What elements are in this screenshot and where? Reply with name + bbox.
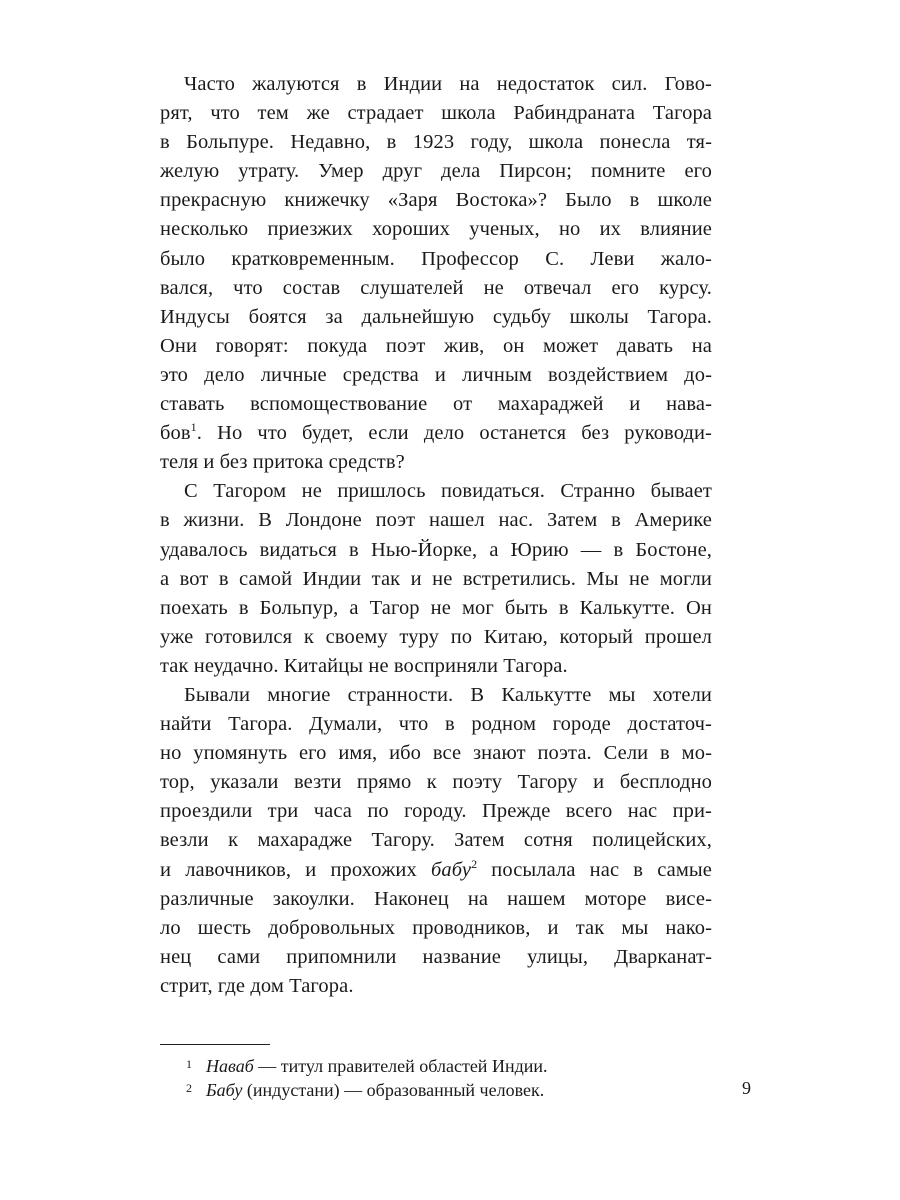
text-line: проездили три часа по городу. Прежде всего нас при-: [160, 800, 712, 823]
text-line: ставать вспомоществование от махараджей и нава-: [160, 393, 712, 416]
footnote-number: 2: [186, 1081, 192, 1095]
text-line: в жизни. В Лондоне поэт нашел нас. Затем в Америке: [160, 509, 712, 532]
main-text: [160, 70, 712, 1001]
text-fragment: бов: [160, 422, 191, 445]
text-line: [160, 856, 712, 885]
text-line: прекрасную книжечку «Заря Востока»? Было в школе: [160, 189, 712, 212]
text-line: было кратковременным. Профессор С. Леви жало-: [160, 247, 712, 270]
text-line: а вот в самой Индии так и не встретились. Мы не могли: [160, 567, 712, 590]
text-line: Они говорят: покуда поэт жив, он может давать на: [160, 334, 712, 357]
text-line: удавалось видаться в Нью-Йорке, а Юрию — в Бостоне,: [160, 538, 712, 561]
text-line: но упомянуть его имя, ибо все знают поэта. Сели в мо-: [160, 742, 712, 765]
footnote-divider: [160, 1044, 270, 1045]
text-line: С Тагором не пришлось повидаться. Странно бывает: [184, 480, 712, 503]
footnote-term: Наваб: [206, 1056, 254, 1076]
text-line: Бывали многие странности. В Калькутте мы хотели: [184, 683, 712, 706]
footnote: [186, 1054, 746, 1078]
text-line: Индусы боятся за дальнейшую судьбу школы Тагора.: [160, 305, 712, 328]
footnote-ref: 1: [190, 420, 197, 435]
text-line: поехать в Больпур, а Тагор не мог быть в Калькутте. Он: [160, 596, 712, 619]
text-line: стрит, где дом Тагора.: [160, 974, 354, 997]
text-line: рят, что тем же страдает школа Рабиндраната Тагора: [160, 102, 712, 125]
text-line: нец сами припомнили название улицы, Дварканат-: [160, 945, 712, 968]
text-line: это дело личные средства и личным воздействием до-: [160, 363, 712, 386]
text-fragment: и лавочников, и прохожих: [160, 858, 431, 881]
text-line: различные закоулки. Наконец на нашем моторе висе-: [160, 887, 712, 910]
text-fragment: посылала нас в самые: [477, 858, 712, 881]
footnote-term: Бабу: [206, 1080, 243, 1100]
footnote-text: (индустани) — образованный человек.: [242, 1080, 545, 1100]
italic-term: бабу: [430, 858, 472, 881]
footnote: [186, 1078, 746, 1102]
text-line: уже готовился к своему туру по Китаю, который прошел: [160, 625, 712, 648]
text-line: Часто жалуются в Индии на недостаток сил. Гово-: [184, 73, 712, 95]
footnote-ref: 2: [471, 856, 478, 871]
page-number: 9: [742, 1078, 751, 1098]
text-fragment: . Но что будет, если дело останется без руководи-: [196, 422, 712, 445]
text-line: вался, что состав слушателей не отвечал его курсу.: [160, 276, 712, 299]
text-line: везли к махарадже Тагору. Затем сотня полицейских,: [160, 829, 712, 852]
text-line: в Больпуре. Недавно, в 1923 году, школа понесла тя-: [160, 131, 712, 154]
text-line: желую утрату. Умер друг дела Пирсон; помните его: [160, 160, 712, 183]
text-line: тор, указали везти прямо к поэту Тагору и бесплодно: [160, 771, 712, 794]
text-line: [160, 419, 712, 448]
text-line: ло шесть добровольных проводников, и так мы нако-: [160, 916, 712, 939]
text-line: так неудачно. Китайцы не восприняли Тагора.: [160, 654, 568, 677]
footnotes: [186, 1054, 746, 1102]
footnote-number: 1: [186, 1057, 192, 1071]
text-line: найти Тагора. Думали, что в родном городе достаточ-: [160, 713, 712, 736]
footnote-text: — титул правителей областей Индии.: [253, 1056, 548, 1076]
text-line: несколько приезжих хороших ученых, но их влияние: [160, 218, 712, 241]
text-line: теля и без притока средств?: [160, 451, 405, 474]
